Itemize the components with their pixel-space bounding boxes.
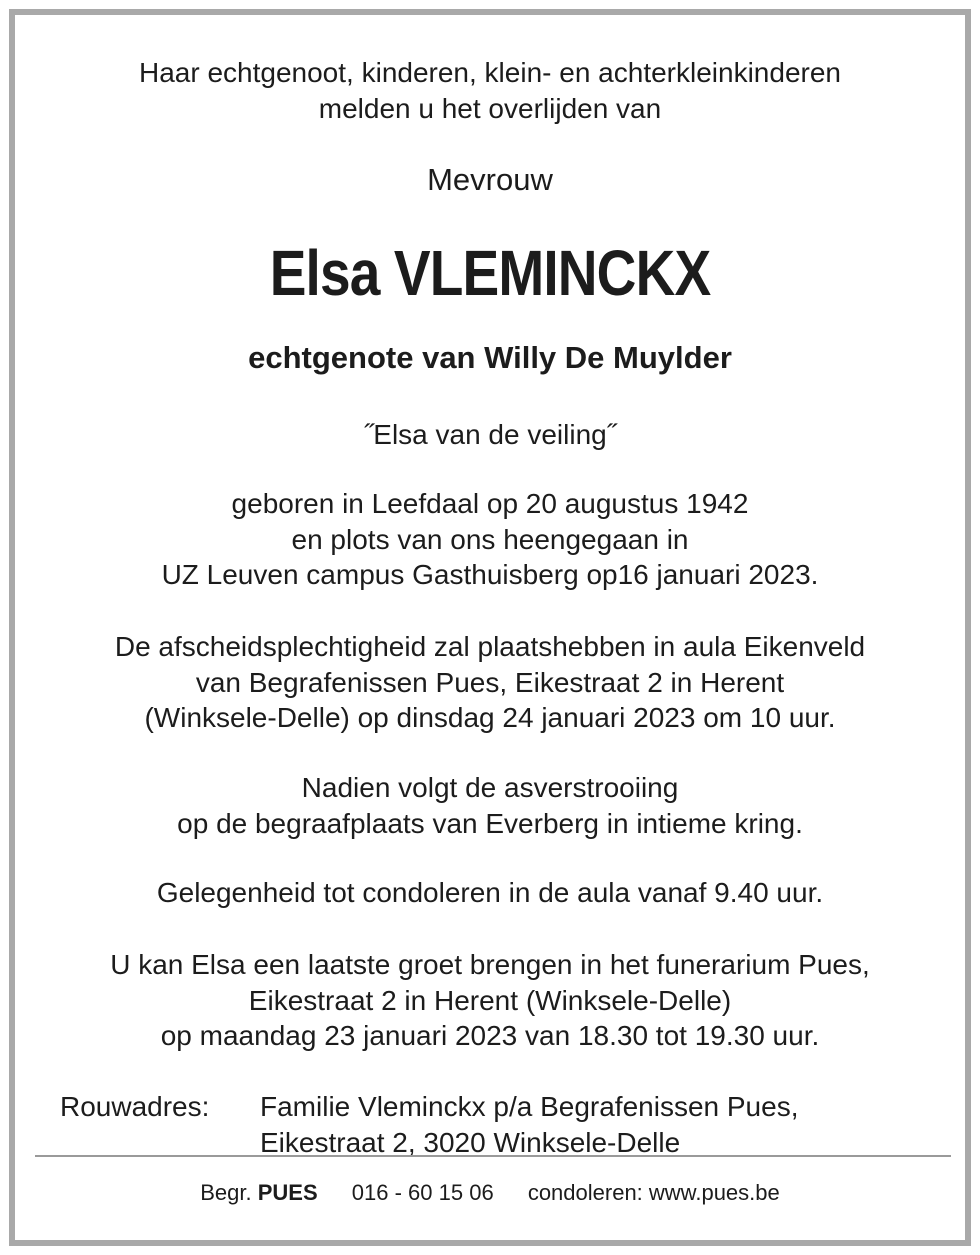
ceremony-line-3: (Winksele-Delle) op dinsdag 24 januari 2023 om 10 uur.: [144, 702, 836, 733]
mourning-address-label: Rouwadres:: [60, 1091, 210, 1122]
ceremony-line-2: van Begrafenissen Pues, Eikestraat 2 in Herent: [195, 666, 785, 698]
ashes-line-2: op de begraafplaats van Everberg in intieme kring.: [177, 807, 803, 839]
ceremony-block: [15, 629, 965, 736]
birth-line-3: UZ Leuven campus Gasthuisberg op16 januari 2023.: [161, 559, 819, 590]
nickname: ˝Elsa van de veiling˝: [363, 419, 617, 450]
ceremony-line-1: De afscheidsplechtigheid zal plaatshebben in aula Eikenveld: [114, 631, 866, 662]
mourning-address-line-2: Eikestraat 2, 3020 Winksele-Delle: [260, 1126, 681, 1158]
title-block: [15, 162, 965, 198]
website: condoleren: www.pues.be: [527, 1180, 780, 1205]
birth-line-1: geboren in Leefdaal op 20 augustus 1942: [231, 488, 749, 519]
footer-divider: [35, 1155, 951, 1157]
obituary-card: [9, 9, 971, 1246]
mourning-address-line-1: Familie Vleminckx p/a Begrafenissen Pues,: [260, 1091, 799, 1122]
birth-block: [15, 486, 965, 593]
intro-line-2: melden u het overlijden van: [318, 92, 662, 124]
footer: [15, 1179, 965, 1207]
ashes-line-1: Nadien volgt de asverstrooiing: [301, 772, 679, 803]
condolence-block: [15, 875, 965, 911]
undertaker-name: PUES: [257, 1180, 318, 1205]
ashes-block: [15, 770, 965, 841]
visit-line-2: Eikestraat 2 in Herent (Winksele-Delle): [248, 984, 732, 1016]
visit-block: [15, 947, 965, 1054]
visit-line-3: op maandag 23 januari 2023 van 18.30 tot 19.30 uur.: [160, 1020, 820, 1051]
phone-number: 016 - 60 15 06: [351, 1180, 494, 1205]
spouse-line: echtgenote van Willy De Muylder: [248, 340, 732, 375]
intro-line-1: Haar echtgenoot, kinderen, klein- en achterkleinkinderen: [139, 57, 841, 88]
deceased-name: Elsa VLEMINCKX: [269, 237, 711, 309]
undertaker: [200, 1180, 317, 1205]
honorific: Mevrouw: [427, 162, 553, 197]
nickname-block: [15, 417, 965, 453]
undertaker-prefix: Begr.: [200, 1180, 252, 1205]
birth-line-2: en plots van ons heengegaan in: [291, 523, 689, 555]
visit-line-1: U kan Elsa een laatste groet brengen in het funerarium Pues,: [110, 949, 870, 980]
intro-block: [15, 55, 965, 126]
condolence-line: Gelegenheid tot condoleren in de aula vanaf 9.40 uur.: [156, 877, 824, 908]
